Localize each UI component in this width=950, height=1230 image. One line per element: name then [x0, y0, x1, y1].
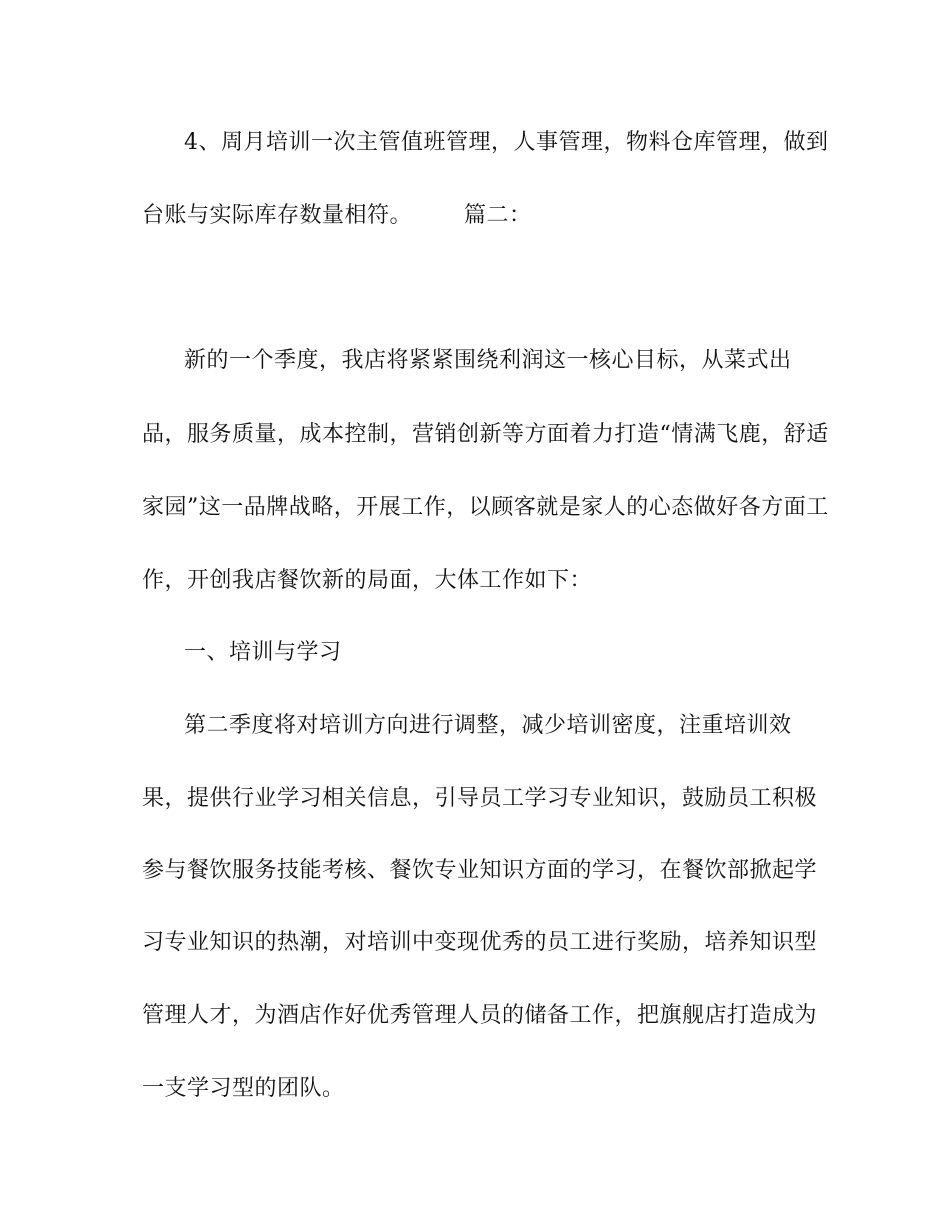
paragraph-line: 作，开创我店餐饮新的局面，大体工作如下： — [142, 568, 593, 593]
paragraph-line: 新的一个季度，我店将紧紧围绕利润这一核心目标，从菜式出 — [184, 348, 792, 373]
section-heading: 篇二： — [464, 203, 532, 228]
paragraph-line: 4、周月培训一次主管值班管理，人事管理，物料仓库管理，做到 — [184, 130, 829, 155]
paragraph-line: 品，服务质量，成本控制，营销创新等方面着力打造“情满飞鹿，舒适 — [142, 422, 829, 447]
paragraph-line: 果，提供行业学习相关信息，引导员工学习专业知识，鼓励员工积极 — [142, 786, 818, 811]
paragraph-line: 管理人才，为酒店作好优秀管理人员的储备工作，把旗舰店打造成为 — [142, 1003, 818, 1028]
paragraph-line: 参与餐饮服务技能考核、餐饮专业知识方面的学习，在餐饮部掀起学 — [142, 858, 818, 883]
paragraph-line — [142, 203, 532, 229]
paragraph-text: 台账与实际库存数量相符。 — [142, 203, 413, 228]
paragraph-line: 一支学习型的团队。 — [142, 1076, 345, 1101]
paragraph-line: 第二季度将对培训方向进行调整，减少培训密度，注重培训效 — [184, 713, 792, 738]
paragraph-line: 习专业知识的热潮，对培训中变现优秀的员工进行奖励，培养知识型 — [142, 930, 818, 955]
section-heading: 一、培训与学习 — [184, 640, 342, 665]
paragraph-line: 家园”这一品牌战略，开展工作，以顾客就是家人的心态做好各方面工 — [142, 495, 829, 520]
